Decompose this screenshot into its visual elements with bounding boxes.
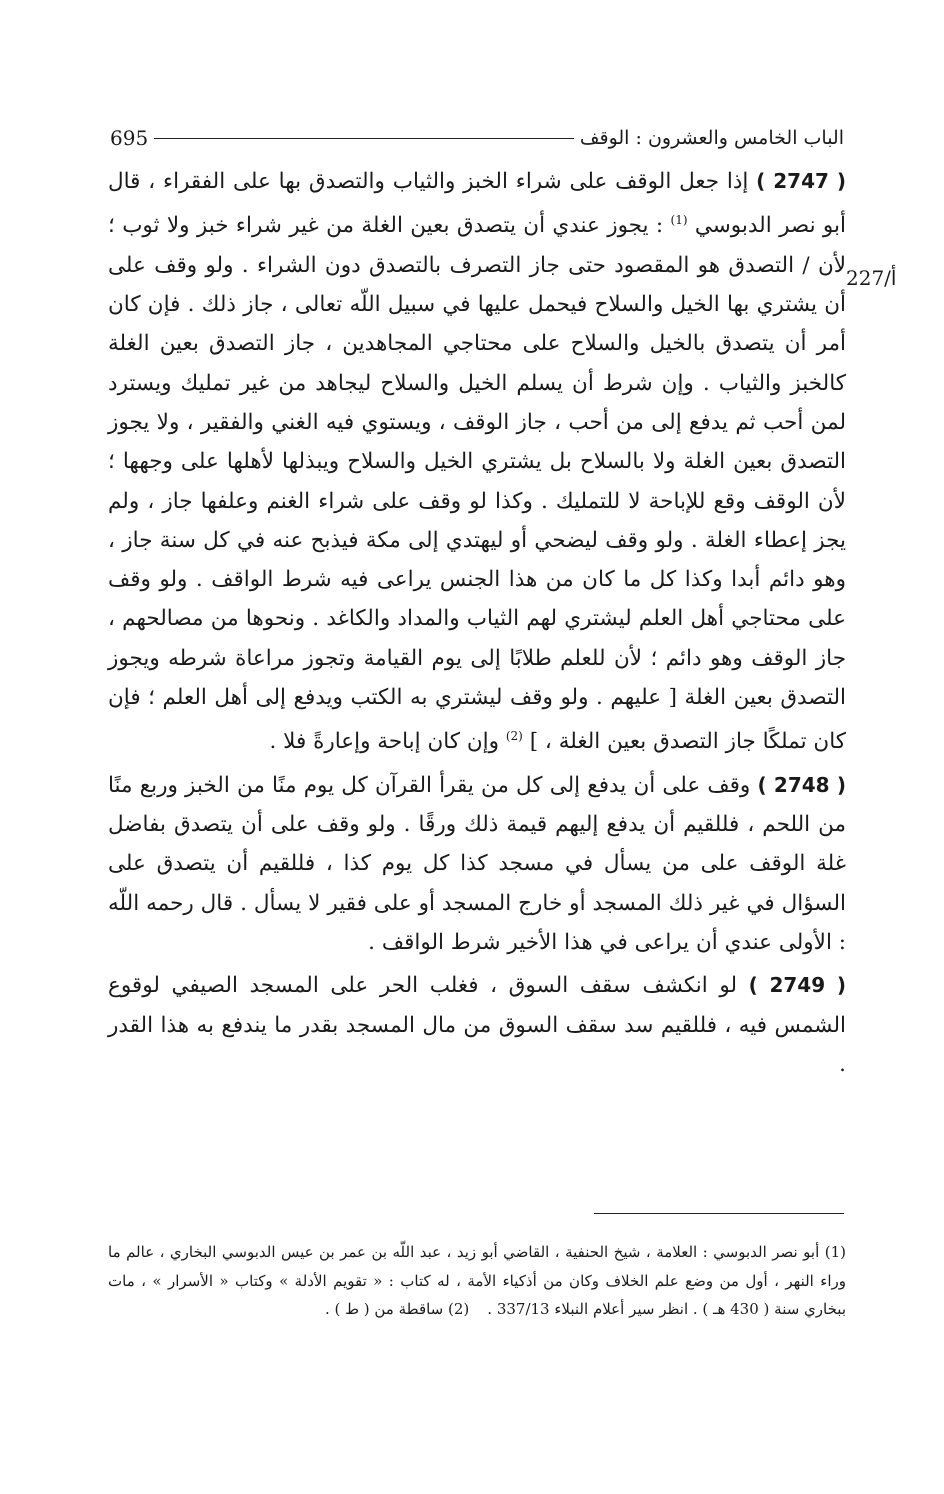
paragraph-text: إذا جعل الوقف على شراء الخبز والثياب والتصدق بها على الفقراء ، قال أبو نصر الدبوسي (108, 169, 846, 239)
margin-manuscript-ref: 227/أ (846, 266, 897, 290)
footnote-divider (594, 1213, 844, 1214)
paragraph-2749 (108, 966, 846, 1084)
footnote-1 (108, 1238, 846, 1324)
issue-number: ( 2748 ) (757, 772, 847, 797)
footnote-ref: (1) (670, 213, 688, 228)
chapter-title: الباب الخامس والعشرون : الوقف (579, 127, 844, 149)
paragraph-text: : يجوز عندي أن يتصدق بعين الغلة من غير شراء خبز ولا ثوب ؛ لأن / التصدق هو المقصود حتى جاز التصرف بالتصدق دون الشراء . ولو وقف على أن يشتري بها الخيل والسلاح فيحمل عليها في سبيل اللّه تعالى ، جاز ذلك . فإن كان أمر أن يتصدق بالخيل والسلاح على محتاجي المجاهدين ، جاز التصدق بعين الغلة كالخبز والثياب . وإن شرط أن يسلم الخيل والسلاح ليجاهد من غير تمليك ويسترد لمن أحب ثم يدفع إلى من أحب ، جاز الوقف ، ويستوي فيه الغني والفقير ، ولا يجوز التصدق بعين الغلة ولا بالسلاح بل يشتري الخيل والسلاح ويبذلها لأهلها على وجهها ؛ لأن الوقف وقع للإباحة لا للتمليك . وكذا لو وقف على شراء الغنم وعلفها جاز ، ولم يجز إعطاء الغلة . ولو وقف ليضحي أو ليهتدي إلى مكة فيذبح عنه في كل سنة جاز ، وهو دائم أبدا وكذا كل ما كان من هذا الجنس يراعى فيه شرط الواقف . ولو وقف على محتاجي أهل العلم ليشتري لهم الثياب والمداد والكاغد . ونحوها من مصالحهم ، جاز الوقف وهو دائم ؛ لأن للعلم طلابًا إلى يوم القيامة وتجوز مراعاة شرطه ويجوز التصدق بعين الغلة [ عليهم . ولو وقف ليشتري به الكتب ويدفع إلى أهل العلم ؛ فإن كان تملكًا جاز التصدق بعين الغلة ، ] (108, 213, 847, 755)
footnotes (108, 1238, 846, 1324)
paragraph-2747 (108, 162, 846, 762)
header-rule (154, 138, 574, 139)
footnote-text: (1) أبو نصر الدبوسي : العلامة ، شيخ الحنفية ، القاضي أبو زيد ، عبد اللّه بن عمر بن عيس الدبوسي البخاري ، عالم ما وراء النهر ، أول من وضع علم الخلاف وكان من أذكياء الأمة ، له كتاب : « تقويم الأدلة » وكتاب « الأسرار » ، مات ببخاري سنة ( 430 هـ ) . انظر سير أعلام النبلاء 337/13 . (108, 1243, 846, 1318)
footnote-2: (2) ساقطة من ( ط ) . (324, 1300, 470, 1318)
footnote-ref: (2) (505, 729, 523, 744)
issue-number: ( 2747 ) (756, 169, 846, 193)
paragraph-text: وإن كان إباحة وإعارةً فلا . (269, 729, 506, 755)
main-text (108, 162, 846, 1088)
paragraph-text: لو انكشف سقف السوق ، فغلب الحر على المسجد الصيفي لوقوع الشمس فيه ، فللقيم سد سقف السوق من مال المسجد بقدر ما يندفع به هذا القدر . (108, 973, 846, 1077)
paragraph-2748 (108, 766, 846, 962)
issue-number: ( 2749 ) (748, 973, 846, 998)
page-number: 695 (110, 126, 149, 150)
paragraph-text: وقف على أن يدفع إلى كل من يقرأ القرآن كل يوم منًا من الخبز وربع منًا من اللحم ، فللقيم أن يدفع إليهم قيمة ذلك ورقًا . ولو وقف على أن يتصدق بفاضل غلة الوقف على من يسأل في مسجد كذا كل يوم كذا ، فللقيم أن يتصدق على السؤال في غير ذلك المسجد أو خارج المسجد أو على فقير لا يسأل . قال رحمه اللّه : الأولى عندي أن يراعى في هذا الأخير شرط الواقف . (108, 772, 846, 955)
page-header (110, 120, 844, 156)
